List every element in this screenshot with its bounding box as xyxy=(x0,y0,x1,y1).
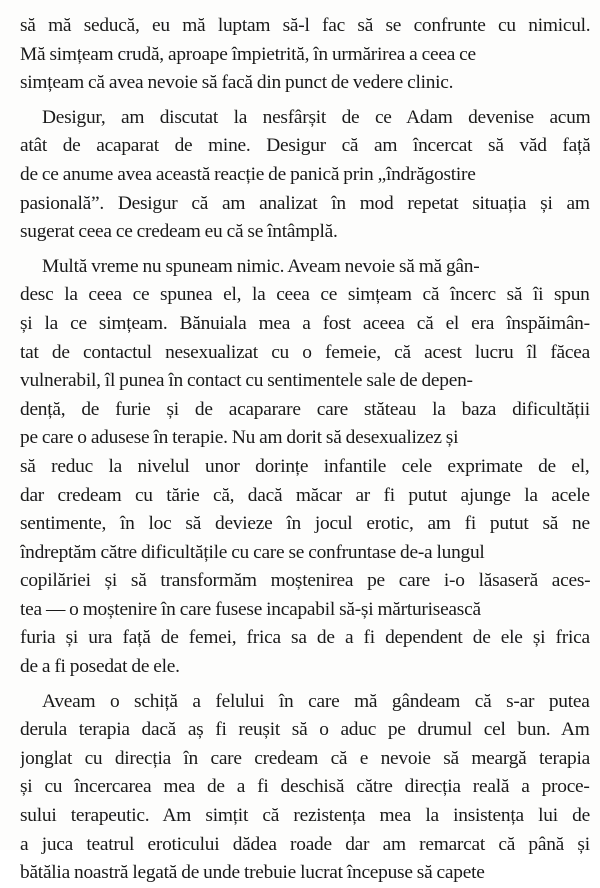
text-line: derula terapia dacă aș fi reușit să o aduc pe drumul cel bun. Am xyxy=(20,719,590,741)
text-line: bătălia noastră legată de unde trebuie lucrat începuse să capete xyxy=(20,862,485,884)
text-line: furia și ura față de femei, frica sa de a fi dependent de ele și frica xyxy=(20,627,590,649)
text-line: Multă vreme nu spuneam nimic. Aveam nevoie să mă gân- xyxy=(42,255,480,277)
paragraph-3 xyxy=(20,253,590,682)
text-line: pasională”. Desigur că am analizat în mod repetat situația și am xyxy=(20,192,590,214)
text-line: sului terapeutic. Am simțit că rezistența mea la insistența lui de xyxy=(20,805,590,827)
paragraph-1 xyxy=(20,12,590,98)
text-line: Desigur, am discutat la nesfârșit de ce Adam devenise acum xyxy=(42,106,590,128)
text-line: de ce anume avea această reacție de panică prin „îndrăgostire xyxy=(20,163,476,185)
text-line: dență, de furie și de acaparare care stăteau la baza dificultății xyxy=(20,398,590,420)
text-line: tat de contactul nesexualizat cu o femeie, că acest lucru îl făcea xyxy=(20,341,590,363)
text-line: Aveam o schiță a felului în care mă gândeam că s-ar putea xyxy=(42,690,590,712)
text-line: de a fi posedat de ele. xyxy=(20,656,180,678)
text-line: îndreptăm către dificultățile cu care se confruntase de-a lungul xyxy=(20,541,485,563)
text-line: tea — o moștenire în care fusese incapabil să-și mărturisească xyxy=(20,598,481,620)
text-line: desc la ceea ce spunea el, la ceea ce simțeam că încerc să îi spun xyxy=(20,284,590,306)
paragraph-4 xyxy=(20,688,590,888)
text-line: a juca teatrul eroticului dădea roade dar am remarcat că până și xyxy=(20,833,590,855)
text-line: pe care o adusese în terapie. Nu am dorit să desexualizez și xyxy=(20,427,459,449)
text-line: să reduc la nivelul unor dorințe infantile cele exprimate de el, xyxy=(20,455,590,477)
text-line: vulnerabil, îl punea în contact cu sentimentele sale de depen- xyxy=(20,370,473,392)
text-line: copilăriei și să transformăm moștenirea pe care i-o lăsaseră aces- xyxy=(20,570,590,592)
text-line: sugerat ceea ce credeam eu că se întâmplă. xyxy=(20,221,338,243)
text-line: să mă seducă, eu mă luptam să-l fac să se confrunte cu nimicul. xyxy=(20,15,590,36)
text-line: atât de acaparat de mine. Desigur că am încercat să văd față xyxy=(20,135,590,157)
paragraph-2 xyxy=(20,104,590,247)
text-line: simțeam că avea nevoie să facă din punct de vedere clinic. xyxy=(20,72,454,94)
text-line: sentimente, în loc să devieze în jocul erotic, am fi putut să ne xyxy=(20,513,590,535)
text-line: și cu încercarea mea de a fi deschisă către direcția reală a proce- xyxy=(20,776,590,798)
text-line: și la ce simțeam. Bănuiala mea a fost aceea că el era înspăimân- xyxy=(20,312,590,334)
text-line: jonglat cu direcția în care credeam că e nevoie să meargă terapia xyxy=(20,747,590,769)
text-line: Mă simțeam crudă, aproape împietrită, în urmărirea a ceea ce xyxy=(20,43,476,65)
text-line: dar credeam cu tărie că, dacă măcar ar fi putut ajunge la acele xyxy=(20,484,590,506)
